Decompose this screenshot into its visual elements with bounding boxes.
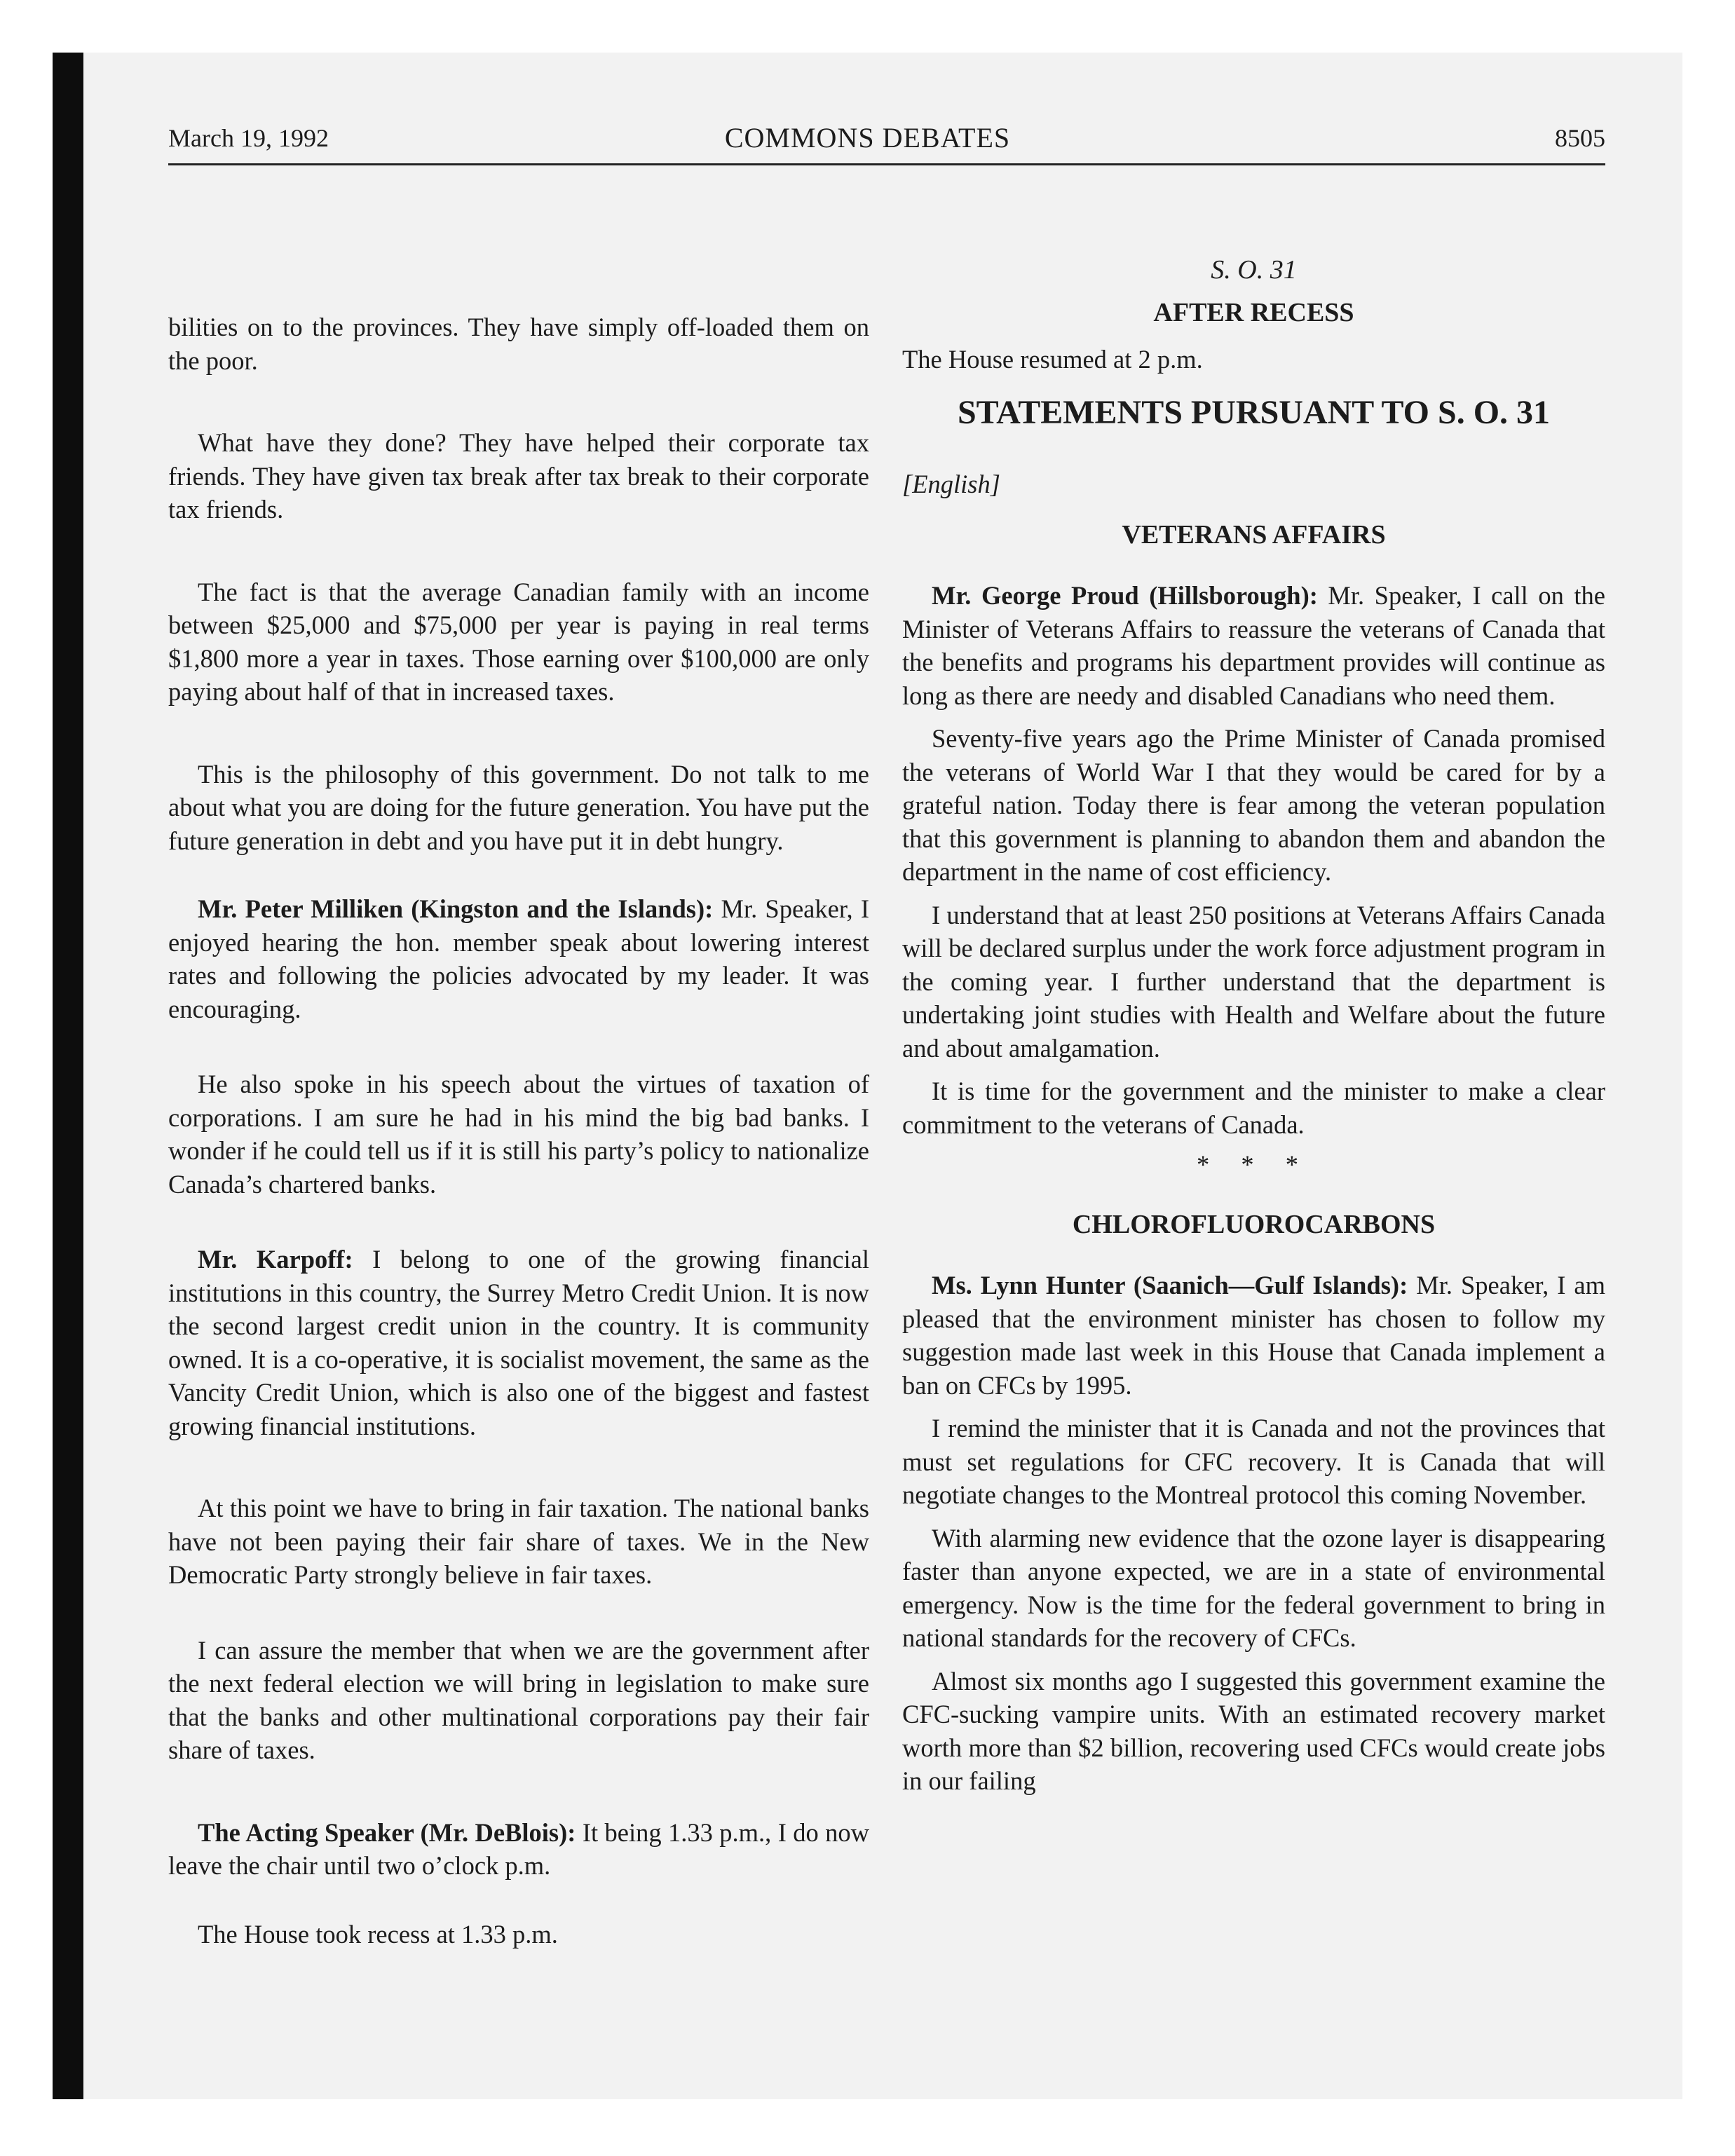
header-date: March 19, 1992 (168, 124, 329, 152)
standing-order-label: S. O. 31 (1211, 255, 1297, 285)
paragraph: The House took recess at 1.33 p.m. (198, 1919, 558, 1949)
paragraph: He also spoke in his speech about the virtues of taxation of corporations. I am sure he had in his mind the big bad banks. I wonder if he could tell us if it is still his party’s policy to nationalize Canada’s chartered banks. (168, 1070, 869, 1199)
speech-text: I belong to one of the growing financial institutions in this country, the Surrey Metro Credit Union. It is now the second largest credit union in the country. It is community owned. It is a co-operative, it is socialist movement, the same as the Vancity Credit Union, which is also one of the biggest and fastest growing financial institutions. (168, 1245, 869, 1440)
section-heading: VETERANS AFFAIRS (1122, 520, 1386, 550)
speaker-name: The Acting Speaker (Mr. DeBlois): (198, 1817, 576, 1847)
paragraph: The House resumed at 2 p.m. (902, 345, 1203, 374)
speech-text: It being 1.33 p.m., I do now leave the chair until two o’clock p.m. (168, 1817, 869, 1880)
section-heading: CHLOROFLUOROCARBONS (1072, 1210, 1436, 1239)
speaker-name: Mr. George Proud (Hillsborough): (932, 581, 1318, 610)
paragraph: With alarming new evidence that the ozone layer is disappearing faster than anyone expected, we are in a state of environmental emergency. Now is the time for the federal government to bring in national standards for the recovery of CFCs. (902, 1523, 1605, 1652)
paragraph (168, 892, 869, 1025)
section-heading: AFTER RECESS (1153, 298, 1354, 327)
paragraph (902, 579, 1605, 712)
paragraph (902, 1269, 1605, 1402)
paragraph (168, 1816, 869, 1883)
language-tag: [English] (902, 469, 1000, 498)
paragraph (168, 1243, 869, 1442)
paragraph: The fact is that the average Canadian family with an income between $25,000 and $75,000 per year is paying in real terms $1,800 more a year in taxes. Those earning over $100,000 are only paying about half of that in increased taxes. (168, 577, 869, 706)
speech-text: Mr. Speaker, I am pleased that the environment minister has chosen to follow my suggestion made last week in this House that Canada implement a ban on CFCs by 1995. (902, 1271, 1606, 1400)
paragraph: Seventy-five years ago the Prime Minister of Canada promised the veterans of World War I that they would be cared for by a grateful nation. Today there is fear among the veteran population that this government is planning to abandon them and abandon the department in the name of cost efficiency. (902, 724, 1605, 886)
paragraph: Almost six months ago I suggested this government examine the CFC-sucking vampire units. With an estimated recovery market worth more than $2 billion, recovering used CFCs would create jobs in our failing (902, 1666, 1605, 1795)
main-heading: STATEMENTS PURSUANT TO S. O. 31 (957, 393, 1551, 431)
header-page-number: 8505 (1555, 124, 1605, 152)
speaker-name: Mr. Karpoff: (198, 1245, 353, 1274)
speech-text: Mr. Speaker, I call on the Minister of Veterans Affairs to reassure the veterans of Canada that the benefits and programs his department provides will continue as long as there are needy and disabled Canadians who need them. (902, 581, 1605, 710)
speech-text: Mr. Speaker, I enjoyed hearing the hon. member speak about lowering interest rates and following the policies advocated by my leader. It was encouraging. (168, 894, 869, 1023)
paragraph: I understand that at least 250 positions at Veterans Affairs Canada will be declared surplus under the work force adjustment program in the coming year. I further understand that the department is undertaking joint studies with Health and Welfare about the future and about amalgamation. (902, 900, 1605, 1063)
paragraph: At this point we have to bring in fair taxation. The national banks have not been paying their fair share of taxes. We in the New Democratic Party strongly believe in fair taxes. (168, 1494, 869, 1589)
speaker-name: Mr. Peter Milliken (Kingston and the Islands): (198, 894, 714, 923)
paragraph: bilities on to the provinces. They have simply off-loaded them on the poor. (168, 313, 869, 375)
header-title: COMMONS DEBATES (724, 122, 1011, 153)
section-separator: * * * (1197, 1150, 1311, 1179)
paragraph: It is time for the government and the minister to make a clear commitment to the veterans of Canada. (902, 1077, 1605, 1139)
paragraph: What have they done? They have helped their corporate tax friends. They have given tax break after tax break to their corporate tax friends. (168, 428, 869, 524)
paragraph: I remind the minister that it is Canada and not the provinces that must set regulations for CFC recovery. It is Canada that will negotiate changes to the Montreal protocol this coming November. (902, 1414, 1605, 1509)
right-column (902, 193, 1605, 1798)
paragraph: I can assure the member that when we are the government after the next federal election we will bring in legislation to make sure that the banks and other multinational corporations pay their fair share of taxes. (168, 1635, 869, 1764)
speaker-name: Ms. Lynn Hunter (Saanich—Gulf Islands): (932, 1271, 1408, 1299)
scan-edge-bar (53, 53, 83, 2099)
document-page (53, 53, 1682, 2099)
paragraph: This is the philosophy of this government. Do not talk to me about what you are doing for the future generation. You have put the future generation in debt and you have put it in debt hungry. (168, 759, 869, 855)
left-column (168, 193, 869, 1951)
header-rule (168, 163, 1605, 165)
